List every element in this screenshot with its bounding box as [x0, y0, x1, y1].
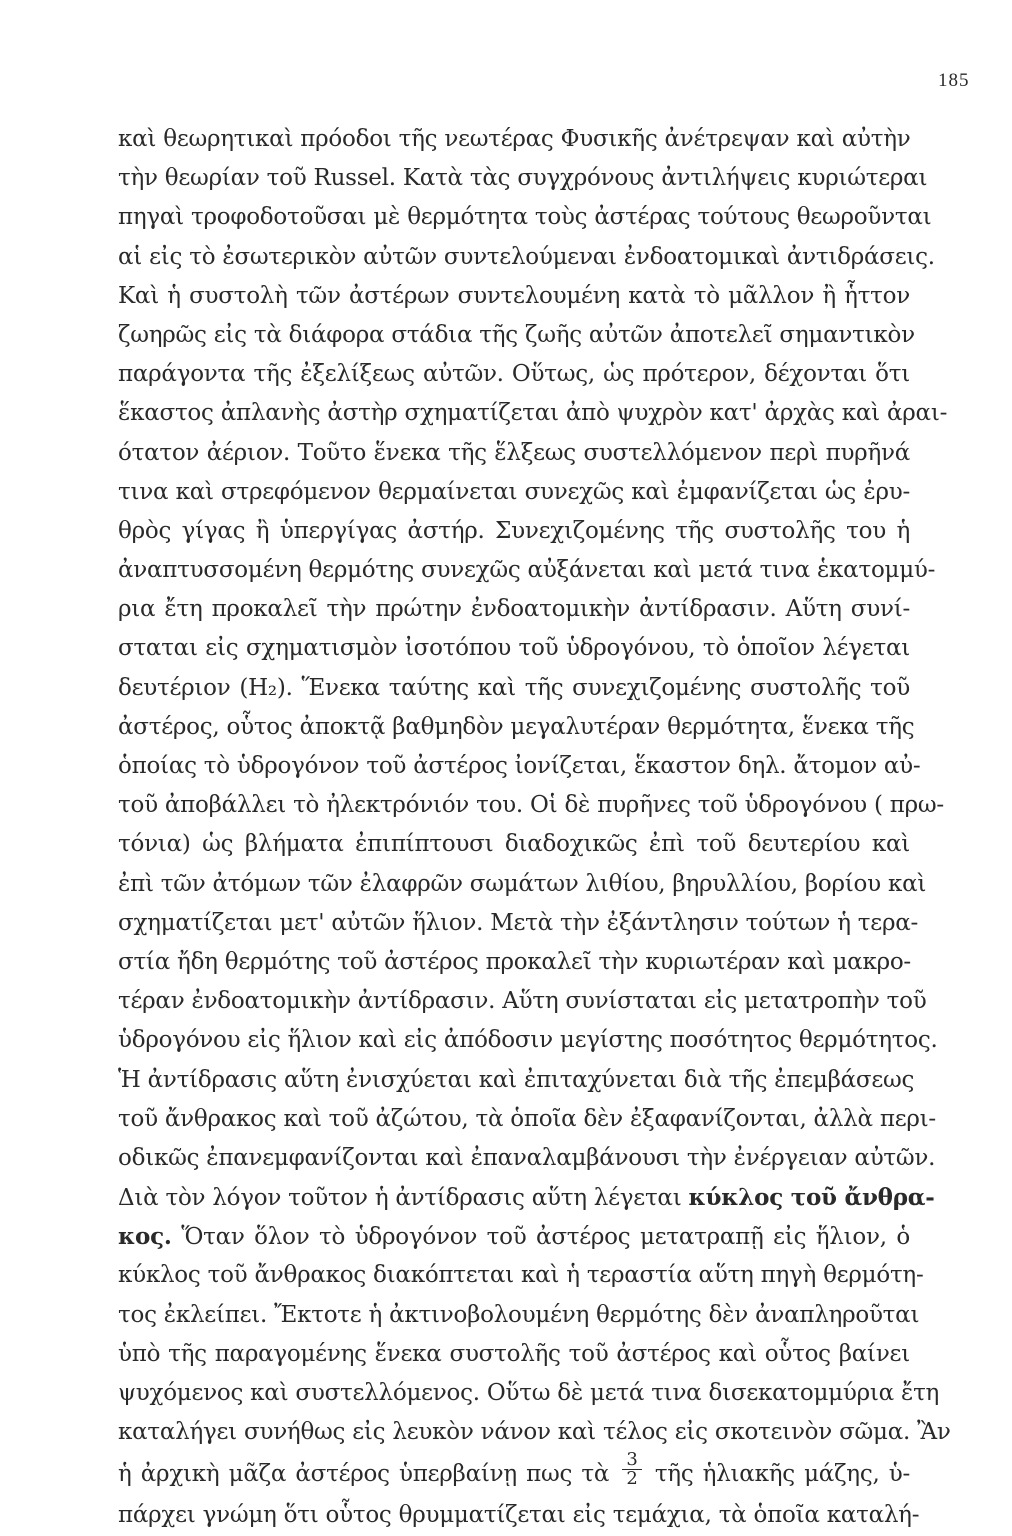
bold-term: κύκλος τοῦ ἄνθρα-: [688, 1184, 935, 1212]
text-segment: Ὅταν ὅλον τὸ ὑδρογόνον τοῦ ἀστέρος μετατραπῇ εἰς ἥλιον, ὁ: [181, 1224, 910, 1251]
text-line: τοῦ ἀποβάλλει τὸ ἠλεκτρόνιόν του. Οἱ δὲ πυρῆνες τοῦ ὑδρογόνου ( πρω-: [118, 792, 944, 819]
text-line: ἐπὶ τῶν ἀτόμων τῶν ἐλαφρῶν σωμάτων λιθίου, βηρυλλίου, βορίου καὶ: [118, 870, 927, 897]
text-segment: τῆς ἡλιακῆς μάζης, ὑ-: [654, 1461, 911, 1488]
text-line: σταται εἰς σχηματισμὸν ἰσοτόπου τοῦ ὑδρογόνου, τὸ ὁποῖον λέγεται: [118, 635, 910, 662]
text-line: ἀναπτυσσομένη θερμότης συνεχῶς αὐξάνεται καὶ μετά τινα ἑκατομμύ-: [118, 557, 936, 584]
text-line: ὁποίας τὸ ὑδρογόνον τοῦ ἀστέρος ἰονίζεται, ἕκαστον δηλ. ἄτομον αὐ-: [118, 753, 921, 779]
text-line: αἱ εἰς τὸ ἐσωτερικὸν αὐτῶν συντελούμεναι ἐνδοατομικαὶ ἀντιδράσεις.: [118, 243, 935, 270]
fraction-denominator: 2: [626, 1467, 638, 1489]
text-line: καταλήγει συνήθως εἰς λευκὸν νάνον καὶ τέλος εἰς σκοτεινὸν σῶμα. Ἂν: [118, 1419, 951, 1446]
text-line: δευτέριον (H₂). Ἕνεκα ταύτης καὶ τῆς συνεχιζομένης συστολῆς τοῦ: [118, 674, 910, 701]
text-line: τόνια) ὡς βλήματα ἐπιπίπτουσι διαδοχικῶς ἐπὶ τοῦ δευτερίου καὶ: [118, 831, 910, 858]
text-line: στία ἤδη θερμότης τοῦ ἀστέρος προκαλεῖ τὴν κυριωτέραν καὶ μακρο-: [118, 948, 911, 975]
text-line-with-bold: [118, 1217, 910, 1256]
text-line: Ἡ ἀντίδρασις αὕτη ἐνισχύεται καὶ ἐπιταχύνεται διὰ τῆς ἐπεμβάσεως: [118, 1066, 915, 1093]
text-line: ὑπὸ τῆς παραγομένης ἕνεκα συστολῆς τοῦ ἀστέρος καὶ οὗτος βαίνει: [118, 1340, 910, 1367]
page-number: 185: [938, 70, 970, 91]
text-line: Καὶ ἡ συστολὴ τῶν ἀστέρων συντελουμένη κατὰ τὸ μᾶλλον ἢ ἧττον: [118, 282, 910, 309]
text-line: πηγαὶ τροφοδοτοῦσαι μὲ θερμότητα τοὺς ἀστέρας τούτους θεωροῦνται: [118, 204, 932, 231]
text-line: πάρχει γνώμη ὅτι οὗτος θρυμματίζεται εἰς τεμάχια, τὰ ὁποῖα καταλή-: [118, 1502, 920, 1529]
text-line: τὴν θεωρίαν τοῦ Russel. Κατὰ τὰς συγχρόνους ἀντιλήψεις κυριώτεραι: [118, 165, 928, 192]
text-line: ἕκαστος ἀπλανὴς ἀστὴρ σχηματίζεται ἀπὸ ψυχρὸν κατ' ἀρχὰς καὶ ἀραι-: [118, 400, 948, 427]
text-line: παράγοντα τῆς ἐξελίξεως αὐτῶν. Οὕτως, ὡς πρότερον, δέχονται ὅτι: [118, 361, 910, 388]
text-line: τος ἐκλείπει. Ἔκτοτε ἡ ἀκτινοβολουμένη θερμότης δὲν ἀναπληροῦται: [118, 1301, 920, 1328]
text-line: ζωηρῶς εἰς τὰ διάφορα στάδια τῆς ζωῆς αὐτῶν ἀποτελεῖ σημαντικὸν: [118, 321, 915, 348]
text-line: ρια ἔτη προκαλεῖ τὴν πρώτην ἐνδοατομικὴν ἀντίδρασιν. Αὕτη συνί-: [118, 596, 910, 623]
text-line: τοῦ ἄνθρακος καὶ τοῦ ἀζώτου, τὰ ὁποῖα δὲν ἐξαφανίζονται, ἀλλὰ περι-: [118, 1105, 936, 1132]
text-line: κύκλος τοῦ ἄνθρακος διακόπτεται καὶ ἡ τεραστία αὕτη πηγὴ θερμότη-: [118, 1262, 924, 1289]
text-line: καὶ θεωρητικαὶ πρόοδοι τῆς νεωτέρας Φυσικῆς ἀνέτρεψαν καὶ αὐτὴν: [118, 126, 911, 152]
text-line-with-fraction: [118, 1448, 911, 1496]
text-line: τινα καὶ στρεφόμενον θερμαίνεται συνεχῶς καὶ ἐμφανίζεται ὡς ἐρυ-: [118, 478, 910, 505]
text-line: ὑδρογόνου εἰς ἥλιον καὶ εἰς ἀπόδοσιν μεγίστης ποσότητος θερμότητος.: [118, 1027, 938, 1054]
text-line: ἀστέρος, οὗτος ἀποκτᾷ βαθμηδὸν μεγαλυτέραν θερμότητα, ἕνεκα τῆς: [118, 713, 915, 740]
text-line: ψυχόμενος καὶ συστελλόμενος. Οὕτω δὲ μετά τινα δισεκατομμύρια ἔτη: [118, 1380, 940, 1406]
text-line: τέραν ἐνδοατομικὴν ἀντίδρασιν. Αὕτη συνίσταται εἰς μετατροπὴν τοῦ: [118, 988, 927, 1015]
text-segment: ἡ ἀρχικὴ μᾶζα ἀστέρος ὑπερβαίνῃ πως τὰ: [118, 1461, 610, 1488]
body-text: [118, 120, 951, 1536]
text-line: σχηματίζεται μετ' αὐτῶν ἥλιον. Μετὰ τὴν ἐξάντλησιν τούτων ἡ τερα-: [118, 909, 919, 936]
text-line: ότατον ἀέριον. Τοῦτο ἕνεκα τῆς ἕλξεως συστελλόμενον περὶ πυρῆνά: [118, 439, 910, 466]
text-line: θρὸς γίγας ἢ ὑπεργίγας ἀστήρ. Συνεχιζομένης τῆς συστολῆς του ἡ: [118, 517, 910, 544]
fraction: [622, 1448, 641, 1489]
bold-term: κος.: [118, 1223, 172, 1251]
text-line-with-bold: [118, 1178, 935, 1217]
text-segment: Διὰ τὸν λόγον τοῦτον ἡ ἀντίδρασις αὕτη λέγεται: [118, 1185, 682, 1212]
text-line: οδικῶς ἐπανεμφανίζονται καὶ ἐπαναλαμβάνουσι τὴν ἐνέργειαν αὐτῶν.: [118, 1144, 936, 1171]
fraction-numerator: 3: [622, 1451, 641, 1470]
